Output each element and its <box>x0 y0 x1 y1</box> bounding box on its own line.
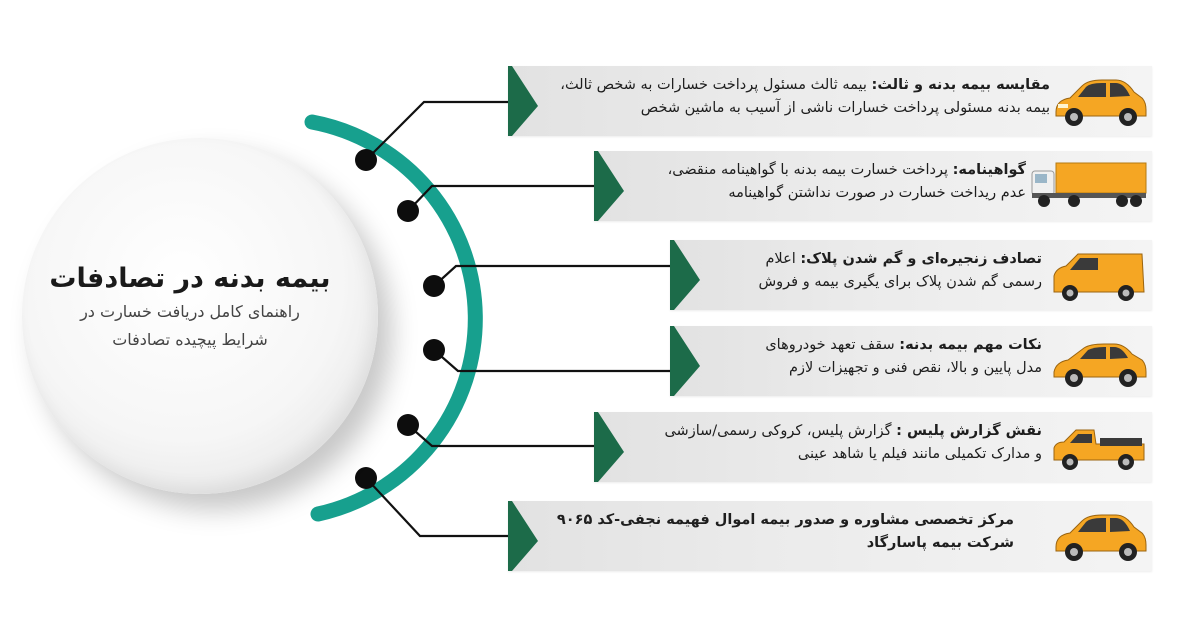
info-card-6 <box>508 501 1152 571</box>
sedan-car-icon <box>1050 330 1148 392</box>
card-tab-marker <box>508 66 536 136</box>
hub-title: بیمه بدنه در تصادفات <box>49 263 331 294</box>
card-line-1 <box>557 509 1014 532</box>
connector-dot-4 <box>423 339 445 361</box>
card-title: تصادف زنجیره‌ای و گم شدن پلاک: <box>800 251 1042 267</box>
card-text <box>668 159 1026 205</box>
info-card-3 <box>670 240 1152 310</box>
card-tab-marker <box>594 412 622 482</box>
card-line-2: و مدارک تکمیلی مانند فیلم یا شاهد عینی <box>797 446 1042 462</box>
card-line-1: تصادف زنجیره‌ای و گم شدن پلاک: اعلام <box>765 251 1042 267</box>
card-line-1: مقایسه بیمه بدنه و ثالث: بیمه ثالث مسئول پرداخت خسارات به شخص ثالث، <box>560 77 1050 93</box>
card-line-2: رسمی گم شدن پلاک برای یگیری بیمه و فروش <box>758 274 1042 290</box>
card-text <box>758 248 1042 294</box>
connector-dot-5 <box>397 414 419 436</box>
card-tab-marker <box>594 151 622 221</box>
info-card-5 <box>594 412 1152 482</box>
connector-dot-3 <box>423 275 445 297</box>
card-line-1: نکات مهم بیمه بدنه: سقف تعهد خودروهای <box>765 337 1042 353</box>
pickup-truck-icon <box>1050 416 1148 478</box>
card-title: نکات مهم بیمه بدنه: <box>899 337 1042 353</box>
card-text <box>560 74 1050 120</box>
card-line-2: عدم ریداخت خسارت در صورت نداشتن گواهینامه <box>728 185 1026 201</box>
card-tab-marker <box>670 326 698 396</box>
hub-subtitle-line-1: راهنمای کامل دریافت خسارت در <box>80 302 300 321</box>
card-line-2: شرکت بیمه پاسارگاد <box>866 535 1014 551</box>
card-tab-marker <box>508 501 536 571</box>
card-line-2: مدل پایین و بالا، نقص فنی و تجهیزات لازم <box>788 360 1042 376</box>
card-title: نقش گزارش پلیس : <box>896 423 1042 439</box>
card-line-1: نقش گزارش پلیس : گزارش پلیس، کروکی رسمی/سازشی <box>664 423 1042 439</box>
card-tab-marker <box>670 240 698 310</box>
card-line-2: بیمه بدنه مسئولی پرداخت خسارات ناشی از آسیب به ماشین شخص <box>640 100 1050 116</box>
card-line-1: گواهینامه: پرداخت خسارت بیمه بدنه با گواهینامه منقضی، <box>667 162 1026 178</box>
connector-dot-6 <box>355 467 377 489</box>
van-icon <box>1050 244 1148 306</box>
card-text <box>557 509 1014 555</box>
connector-dot-2 <box>397 200 419 222</box>
card-text <box>765 334 1042 380</box>
card-title: مرکز تخصصی مشاوره و صدور بیمه اموال فهیمه نجفی-کد ۹۰۶۵ <box>556 512 1014 528</box>
sedan-car-icon <box>1050 70 1148 132</box>
sedan-car-icon <box>1050 505 1148 567</box>
card-text <box>664 420 1042 466</box>
hub-text <box>40 262 340 352</box>
info-card-1 <box>508 66 1152 136</box>
card-title: مقایسه بیمه بدنه و ثالث: <box>871 77 1050 93</box>
info-card-2 <box>594 151 1152 221</box>
hub-subtitle-line-2: شرایط پیچیده تصادفات <box>112 330 268 349</box>
info-card-4 <box>670 326 1152 396</box>
connector-dot-1 <box>355 149 377 171</box>
truck-icon <box>1030 155 1148 217</box>
card-title: گواهینامه: <box>952 162 1026 178</box>
